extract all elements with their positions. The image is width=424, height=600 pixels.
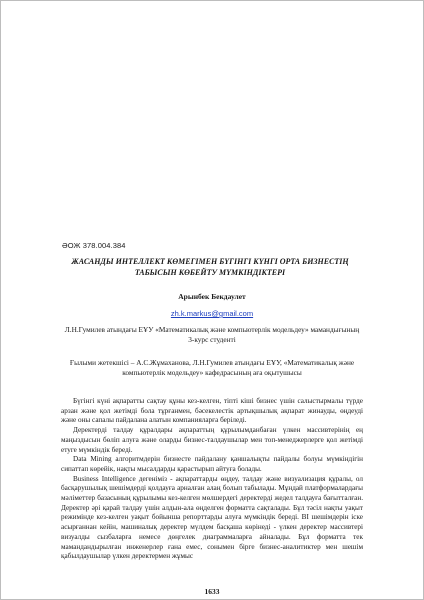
body-paragraph: Деректерді талдау құралдары ақпараттың құрылымданбаған үлкен массивтерінің ең маңыздысын бөліп алуға және оларды бизнес-талдаушылар мен топ-менеджерлерге қол жетімді етуге мүмкіндік береді. — [61, 426, 363, 454]
author-affiliation: Л.Н.Гумилев атындағы ЕҰУ «Математикалық және компьютерлік модельдеу» мамандығының 3-курс студенті — [64, 325, 360, 344]
body-paragraph: Бүгінгі күні ақпаратты сақтау құны кез-келген, тіпті кіші бизнес үшін салыстырмалы түрде арзан және қол жетімді бола тұрғанмен, бәсекелестік артықшылық ақпарат жинауды, өңдеуді және оны сапалы пайдалана алатын компанияларға беріледі. — [61, 397, 363, 425]
supervisor-affiliation: Ғылыми жетекшісі – А.С.Жұмаханова, Л.Н.Гумилев атындағы ЕҰУ, «Математикалық және компьютерлік модельдеу» кафедрасының аға оқытушысы — [69, 358, 355, 377]
body-paragraph: Business Intelligence дегеніміз - ақпараттарды өңдеу, талдау және визуализация құралы, ол басқарушылық шешімдерді қолдауға арналған алаң болып табылады. Мұндай платформалардағы мәліметтер базасының құрылымы кез-келген мөлшердегі деректерді жедел талдауға бағытталған. Деректер әрі қарай талдау үшін алдын-ала өңделген форматта сақталады. Бұл тәсіл нақты уақыт режимінде кез-келген уақыт бойынша репорттарды алуға мүмкіндік береді. BI шешімдерін іске асырғаннан кейін, машиналық деректер мүлдем басқаша көрінеді - үлкен деректер массивтері визуалды сызбаларға немесе дөңгелек диаграммаларға айналады. Бұл форматта тек мамандандырылған инженерлер ғана емес, сонымен бірге бизнес-аналитиктер мен шешім қабылдаушылар үлкен деректермен жұмыс — [61, 474, 363, 561]
article-title: ЖАСАНДЫ ИНТЕЛЛЕКТ КӨМЕГІМЕН БҮГІНГІ КҮНГІ ОРТА БИЗНЕСТІҢ ТАБЫСЫН КӨБЕЙТУ МҮМКІНДІКТЕРІ — [71, 257, 349, 277]
article-body — [61, 397, 363, 562]
body-paragraph: Data Mining алгоритмдерін бизнесте пайдалану қаншалықты пайдалы болуы мүмкіндігін сипаттап көрейік, нақты мысалдарды қарастырып айтуға болады. — [61, 455, 363, 473]
page-number: 1633 — [204, 587, 220, 596]
author-name: Арынбек Бекдаулет — [178, 292, 246, 301]
author-email-link[interactable]: zh.k.markus@gmail.com — [170, 309, 254, 318]
udc-code: ӘОЖ 378.004.384 — [62, 241, 126, 250]
